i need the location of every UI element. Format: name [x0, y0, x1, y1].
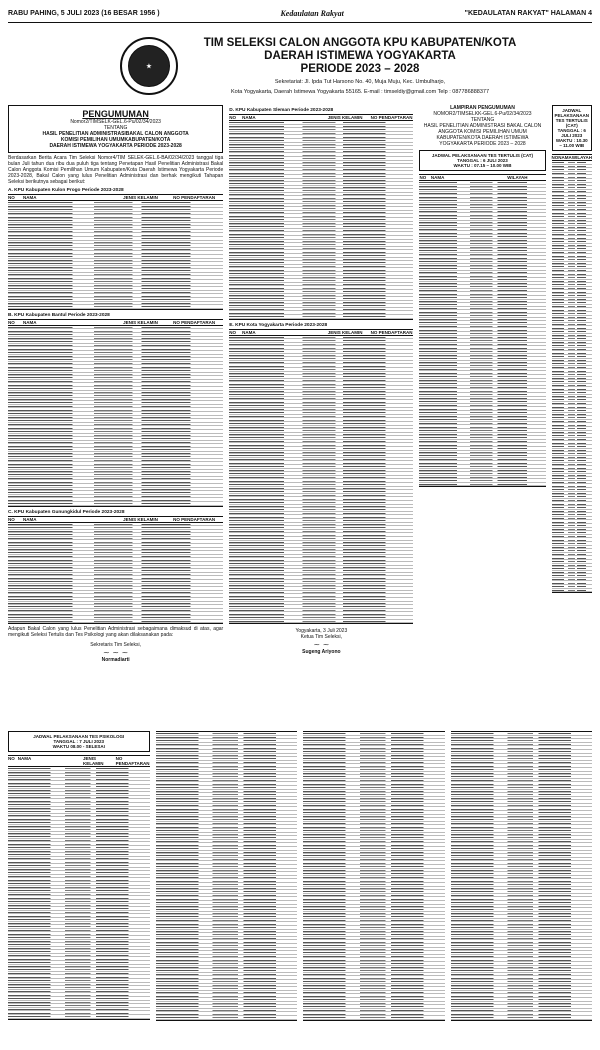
address-line-2: Kota Yogyakarta, Daerah Istimewa Yogyakarta 55165. E-mail : timseldiy@gmail.com Telp : 087786888377 [230, 88, 490, 95]
list-title-kulon-progo: A. KPU Kabupaten Kulon Progo Periode 2023-2028 [8, 188, 124, 193]
bottom-list-3 [303, 731, 445, 1031]
table-bottom-3 [303, 731, 445, 1021]
col-nama: NAMA [242, 329, 256, 335]
table-bottom-2 [156, 731, 298, 1021]
jadwal-tanggal: TANGGAL : 6 JULI 2023 [457, 158, 508, 163]
table-jadwal-2 [552, 154, 593, 593]
column-lampiran [419, 105, 545, 725]
col-daftar: NO PENDAFTARAN [115, 756, 150, 766]
title-block [188, 37, 592, 96]
jadwal-title: JADWAL PELAKSANAAN TES TERTULIS (CAT) [554, 108, 590, 128]
col-no: NO [229, 329, 236, 335]
table-rows [303, 732, 445, 1020]
chair-name: Sugeng Ariyono [302, 649, 341, 656]
col-daftar: NO PENDAFTARAN [173, 319, 216, 325]
table-kulon-progo [8, 194, 223, 310]
col-daftar: NO PENDAFTARAN [370, 115, 413, 120]
table-row [8, 502, 223, 506]
col-daftar: NO PENDAFTARAN [173, 516, 216, 522]
col-nama: NAMA [23, 319, 37, 325]
bottom-list-4 [451, 731, 593, 1031]
lampiran-title: LAMPIRAN PENGUMUMAN [450, 105, 515, 111]
pengumuman-tentang: TENTANG [103, 125, 128, 131]
pengumuman-body: Berdasarkan Berita Acara Tim Seleksi Nomor4/TIM SELEK-GEL.6-BA/02/34/2023 tanggal tiga bulan Juli tahun dua ribu dua puluh tiga tentang Penetapan Hasil Penelitian Administrasi Bakal Calon Anggota Komisi Pemilihan Umum Kabupaten/Kota Daerah Istimewa Yogyakarta Periode 2023-2028, Bakal Calon yang lulus Penelitian Administrasi dan berhak mengikuti Tahapan Seleksi berikutnya sebagai berikut: [8, 155, 224, 185]
masthead [8, 6, 592, 20]
table-row [451, 1016, 593, 1020]
col-no: NO [8, 516, 15, 522]
table-header [8, 756, 150, 767]
column-jadwal [552, 105, 593, 725]
city-date: Yogyakarta, 3 Juli 2023 [295, 628, 348, 635]
signature-scribble: ~ ~ ~ [103, 648, 129, 658]
column-sleman-kota [229, 105, 413, 725]
lampiran-subject: HASIL PENELITIAN ADMINISTRASI BAKAL CALON ANGGOTA KOMISI PEMILIHAN UMUM KABUPATEN/KOTA DAERAH ISTIMEWA YOGYAKARTA PERIODE 2023 – 2028 [423, 123, 542, 147]
psikologi-tanggal: TANGGAL : 7 JULI 2023 [53, 739, 105, 744]
signature-chair [229, 628, 413, 655]
col-jk: JENIS KELAMIN [123, 195, 158, 200]
pengumuman-subject-1: HASIL PENELITIAN ADMINISTRASIBAKAL CALON ANGGOTA [42, 131, 189, 137]
col-nama: NAMA [23, 195, 37, 200]
col-daftar: NO PENDAFTARAN [370, 329, 413, 335]
col-nama: NAMA [430, 175, 445, 180]
jadwal-title: JADWAL PELAKSANAAN TES TERTULIS (CAT) [431, 153, 534, 158]
list-title-bantul: B. KPU Kabupaten Bantul Periode 2023-2028 [8, 312, 110, 318]
chair-signature-scribble: ~ ~ [313, 640, 330, 650]
bottom-list-2 [156, 731, 298, 1031]
col-wilayah: WILAYAH [507, 175, 528, 180]
title-line-1: TIM SELEKSI CALON ANGGOTA KPU KABUPATEN/KOTA [203, 36, 517, 49]
masthead-date: RABU PAHING, 5 JULI 2023 (16 BESAR 1956 ) [8, 9, 160, 17]
kpu-logo [120, 37, 178, 95]
col-no: NO [419, 175, 427, 180]
table-rows [156, 732, 298, 1020]
table-row [8, 620, 223, 624]
pengumuman-subject-3: DAERAH ISTIMEWA YOGYAKARTA PERIODE 2023-2028 [49, 143, 182, 149]
table-row [419, 483, 545, 487]
col-jk: JENIS KELAMIN [123, 319, 158, 325]
col-no: NO [8, 195, 15, 200]
title-line-3: PERIODE 2023 – 2028 [300, 62, 420, 75]
table-rows [229, 121, 413, 319]
kpu-logo-emblem: ★ [128, 45, 170, 87]
table-row [229, 315, 413, 319]
col-nama: NAMA [23, 516, 37, 522]
col-nama: NAMA [17, 756, 32, 761]
list-title-kota: E. KPU Kota Yogyakarta Periode 2023-2028 [229, 322, 328, 328]
pengumuman-subject-2: KOMISI PEMILIHAN UMUMKABUPATEN/KOTA [60, 137, 171, 143]
table-row [303, 1016, 445, 1020]
pengumuman-box [8, 105, 223, 153]
table-row [229, 620, 413, 624]
col-jk: JENIS KELAMIN [327, 329, 363, 335]
signer-name: Normadiarti [101, 657, 130, 664]
lampiran-number: NOMOR2/TIMSELKK-GEL.6-Pu/02/34/2023 [433, 111, 532, 117]
masthead-paper-name: Kedaulatan Rakyat [280, 8, 344, 18]
table-rows [451, 732, 593, 1020]
closing-note: Adapun Bakal Calon yang lulus Penelitian Administrasi sebagaimana dimaksud di atas, agar mengikuti Seleksi Tertulis dan Tes Psikologi yang akan dilaksanakan pada: [8, 626, 224, 639]
pengumuman-number: Nomor2/TIMSELK-GEL.6-Pu/02/34/2023 [70, 119, 161, 125]
jadwal-waktu: WAKTU : 07.15 – 10.00 WIB [453, 163, 512, 168]
columns [8, 105, 592, 725]
jadwal-tanggal: TANGGAL : 6 JULI 2023 [557, 128, 586, 138]
table-rows [8, 523, 223, 624]
title-line-2: DAERAH ISTIMEWA YOGYAKARTA [264, 49, 456, 62]
list-title-sleman: D. KPU Kabupaten Sleman Periode 2023-2028 [229, 108, 334, 113]
psikologi-title: JADWAL PELAKSANAAN TES PSIKOLOGI [33, 734, 125, 739]
jadwal-waktu: WAKTU : 10.30 – 11.00 WIB [555, 138, 588, 148]
col-no: NO [8, 319, 15, 325]
col-no: NO [8, 756, 15, 761]
table-rows [229, 336, 413, 624]
table-rows [8, 326, 223, 506]
jadwal-box-1 [419, 150, 545, 171]
table-jadwal-1 [419, 174, 545, 487]
jadwal-box-2 [552, 105, 593, 151]
table-psikologi [8, 755, 150, 1020]
bottom-band [8, 731, 592, 1031]
lampiran-tentang: TENTANG [470, 117, 495, 123]
list-title-gunungkidul: C. KPU Kabupaten Gunungkidul Periode 2023-2028 [8, 509, 125, 515]
masthead-page: "KEDAULATAN RAKYAT" HALAMAN 4 [464, 9, 592, 17]
table-row [552, 589, 593, 593]
col-nama: NAMA [242, 115, 256, 120]
table-sleman [229, 114, 413, 320]
announcement-header [8, 27, 592, 105]
col-daftar: NO PENDAFTARAN [173, 195, 216, 200]
jadwal-psikologi-box [8, 731, 150, 752]
bottom-psikologi [8, 731, 150, 1031]
table-bantul [8, 319, 223, 507]
col-jk: JENIS KELAMIN [82, 756, 104, 766]
signature-secretary [8, 642, 223, 663]
table-row [8, 305, 223, 309]
pengumuman-title: PENGUMUMAN [82, 109, 149, 119]
address-line-1: Sekretariat: Jl. Ipda Tut Harsono No. 40, Muja Muju, Kec. Umbulharjo, [274, 78, 446, 85]
table-row [156, 1016, 298, 1020]
col-no: NO [551, 155, 559, 160]
table-rows [552, 161, 593, 592]
col-no: NO [229, 115, 236, 120]
column-pengumuman [8, 105, 223, 725]
table-row [8, 1015, 150, 1019]
table-kota [229, 329, 413, 625]
chair-title: Ketua Tim Seleksi, [300, 634, 343, 641]
col-jk: JENIS KELAMIN [123, 516, 158, 522]
masthead-rule [8, 22, 592, 23]
signer-title: Sekretaris Tim Seleksi, [90, 642, 142, 649]
table-rows [8, 767, 150, 1019]
table-gunungkidul [8, 516, 223, 625]
table-bottom-4 [451, 731, 593, 1021]
table-rows [8, 201, 223, 309]
col-jk: JENIS KELAMIN [327, 115, 363, 120]
lampiran-box [419, 105, 545, 147]
col-wilayah: WILAYAH [571, 155, 592, 160]
col-nama: NAMA [558, 155, 572, 160]
table-rows [419, 181, 545, 486]
psikologi-waktu: WAKTU 08.00 - SELESAI [52, 744, 105, 749]
